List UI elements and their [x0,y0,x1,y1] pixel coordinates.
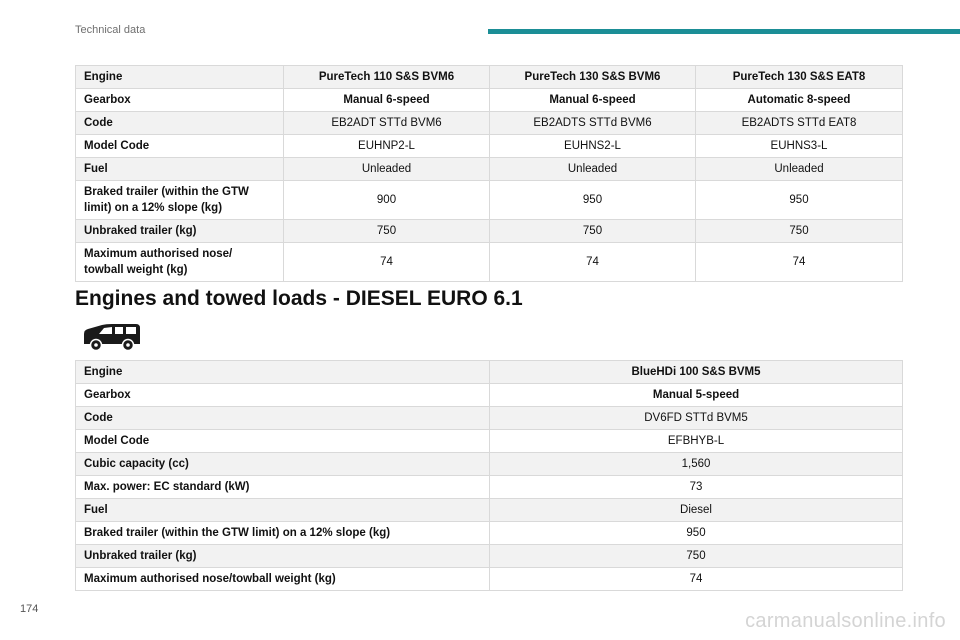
cell-value: 74 [490,243,696,282]
cell-value: 900 [284,181,490,220]
table-row [76,158,903,181]
row-label: Code [76,112,284,135]
cell-value: Manual 6-speed [490,89,696,112]
watermark: carmanualsonline.info [745,610,946,632]
table-row [76,430,903,453]
row-label: Engine [76,361,490,384]
table-row [76,568,903,591]
cell-value: Manual 5-speed [490,384,903,407]
row-label: Engine [76,66,284,89]
row-label: Cubic capacity (cc) [76,453,490,476]
cell-value: 750 [490,545,903,568]
row-label: Unbraked trailer (kg) [76,545,490,568]
cell-value: Unleaded [696,158,903,181]
table-row [76,89,903,112]
cell-value: EUHNP2-L [284,135,490,158]
table-row [76,407,903,430]
row-label: Maximum authorised nose/ towball weight (kg) [76,243,284,282]
cell-value: EB2ADTS STTd EAT8 [696,112,903,135]
cell-value: 750 [284,220,490,243]
cell-value: 950 [490,522,903,545]
section-label: Technical data [75,24,146,36]
van-icon [82,322,142,352]
row-label: Model Code [76,430,490,453]
cell-value: EUHNS3-L [696,135,903,158]
cell-value: 74 [696,243,903,282]
table-row [76,384,903,407]
cell-value: Manual 6-speed [284,89,490,112]
cell-value: 750 [696,220,903,243]
table-row [76,499,903,522]
row-label: Code [76,407,490,430]
cell-value: Unleaded [490,158,696,181]
table-row [76,545,903,568]
cell-value: 950 [696,181,903,220]
row-label: Braked trailer (within the GTW limit) on a 12% slope (kg) [76,522,490,545]
row-label: Unbraked trailer (kg) [76,220,284,243]
table-row [76,453,903,476]
table-row [76,135,903,158]
row-label: Model Code [76,135,284,158]
cell-value: EFBHYB-L [490,430,903,453]
row-label: Braked trailer (within the GTW limit) on a 12% slope (kg) [76,181,284,220]
table-row [76,220,903,243]
cell-value: 750 [490,220,696,243]
table-row [76,361,903,384]
header-accent-bar [488,29,960,34]
cell-value: EB2ADTS STTd BVM6 [490,112,696,135]
cell-value: 73 [490,476,903,499]
row-label: Gearbox [76,89,284,112]
table-row [76,112,903,135]
cell-value: Diesel [490,499,903,522]
cell-value: 74 [490,568,903,591]
row-label: Maximum authorised nose/towball weight (kg) [76,568,490,591]
diesel-engines-table [75,360,903,591]
page-number: 174 [20,603,39,615]
table-row [76,522,903,545]
cell-value: 1,560 [490,453,903,476]
row-label: Fuel [76,158,284,181]
cell-value: BlueHDi 100 S&S BVM5 [490,361,903,384]
cell-value: 950 [490,181,696,220]
cell-value: Automatic 8-speed [696,89,903,112]
cell-value: PureTech 110 S&S BVM6 [284,66,490,89]
table-row [76,476,903,499]
table-row [76,66,903,89]
cell-value: PureTech 130 S&S BVM6 [490,66,696,89]
petrol-engines-table [75,65,903,282]
cell-value: 74 [284,243,490,282]
table-row [76,181,903,220]
cell-value: DV6FD STTd BVM5 [490,407,903,430]
row-label: Gearbox [76,384,490,407]
cell-value: EUHNS2-L [490,135,696,158]
section-title: Engines and towed loads - DIESEL EURO 6.1 [75,287,523,310]
cell-value: PureTech 130 S&S EAT8 [696,66,903,89]
cell-value: EB2ADT STTd BVM6 [284,112,490,135]
table-row [76,243,903,282]
row-label: Max. power: EC standard (kW) [76,476,490,499]
row-label: Fuel [76,499,490,522]
cell-value: Unleaded [284,158,490,181]
